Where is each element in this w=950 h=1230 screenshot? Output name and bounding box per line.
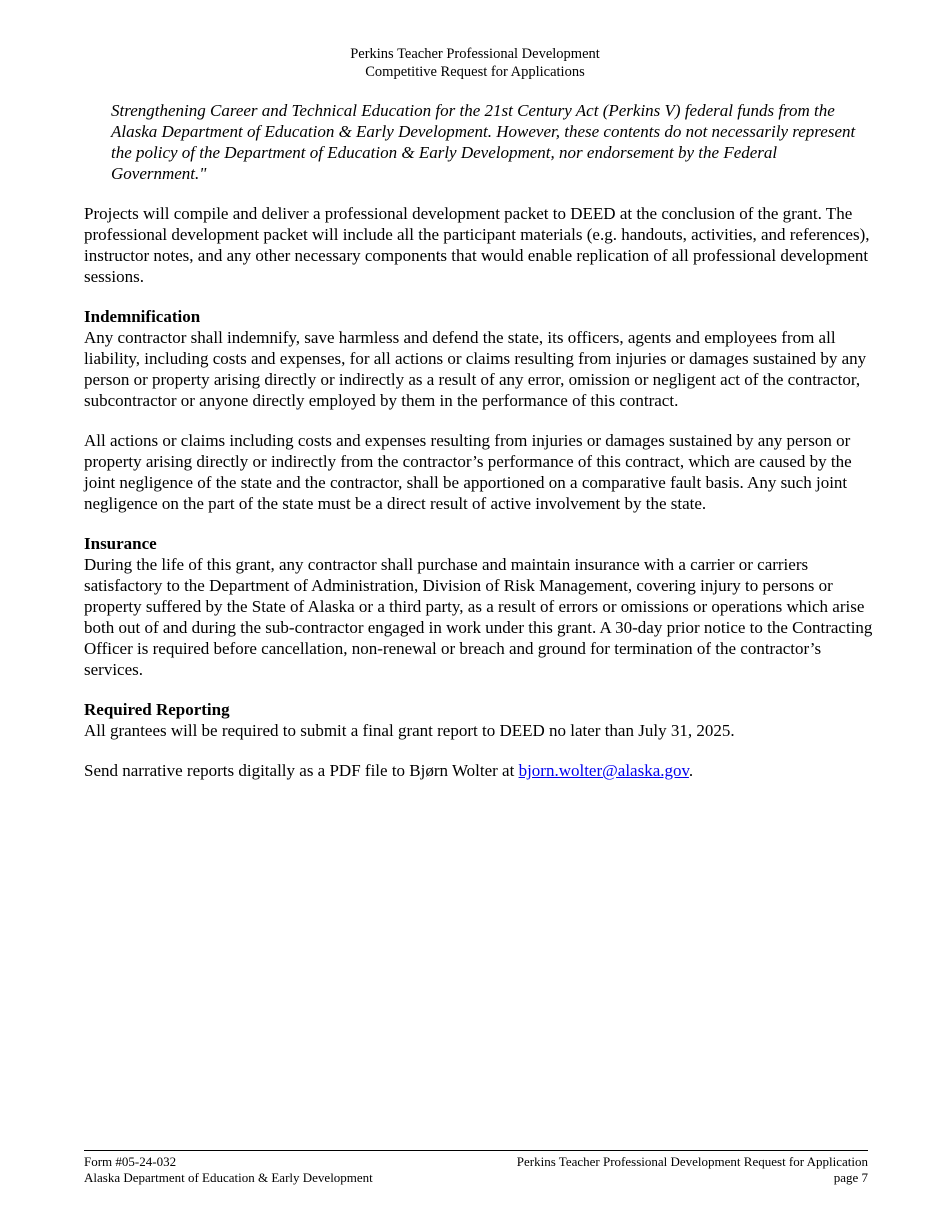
reporting-heading: Required Reporting	[84, 700, 230, 719]
send-reports-suffix: .	[688, 761, 694, 780]
page-footer	[84, 1150, 868, 1186]
footer-department: Alaska Department of Education & Early Development	[84, 1170, 373, 1185]
header-title: Perkins Teacher Professional Development	[350, 46, 600, 62]
insurance-paragraph: During the life of this grant, any contractor shall purchase and maintain insurance with a carrier or carriers satisfactory to the Department of Administration, Division of Risk Management, covering injury to persons or property suffered by the State of Alaska or a third party, as a result of errors or omissions or operations which arise both out of and during the sub-contractor engaged in work under this grant. A 30-day prior notice to the Contracting Officer is required before cancellation, non-renewal or breach and ground for termination of the contractor’s services.	[84, 555, 873, 679]
indemnification-paragraph-2: All actions or claims including costs and expenses resulting from injuries or damages sustained by any person or property arising directly or indirectly from the contractor’s performance of this contract, which are caused by the joint negligence of the state and the contractor, shall be apportioned on a comparative fault basis. Any such joint negligence on the part of the state must be a direct result of active involvement by the state.	[84, 431, 852, 513]
insurance-section	[84, 533, 874, 680]
indemnification-section	[84, 306, 874, 514]
acknowledgement-quote: Strengthening Career and Technical Education for the 21st Century Act (Perkins V) federal funds from the Alaska Department of Education & Early Development. However, these contents do not necessarily represent the policy of the Department of Education & Early Development, nor endorsement by the Federal Government."	[111, 101, 856, 183]
page-header	[0, 45, 950, 81]
send-reports-paragraph	[84, 760, 874, 781]
footer-right	[517, 1154, 868, 1186]
footer-page-number: page 7	[833, 1170, 868, 1185]
indemnification-heading: Indemnification	[84, 307, 201, 326]
document-body	[84, 100, 874, 800]
footer-doc-title: Perkins Teacher Professional Development Request for Application	[516, 1154, 868, 1169]
insurance-heading: Insurance	[84, 534, 157, 553]
header-subtitle: Competitive Request for Applications	[365, 64, 585, 80]
indemnification-paragraph-1: Any contractor shall indemnify, save harmless and defend the state, its officers, agents and employees from all liability, including costs and expenses, for all actions or claims resulting from injuries or damages sustained by any person or property arising directly or indirectly as a result of any error, omission or negligent act of the contractor, subcontractor or anyone directly employed by them in the performance of this contract.	[84, 328, 867, 410]
footer-left	[84, 1154, 373, 1186]
footer-form-number: Form #05-24-032	[84, 1154, 177, 1169]
email-link[interactable]: bjorn.wolter@alaska.gov	[518, 761, 689, 780]
reporting-paragraph: All grantees will be required to submit a final grant report to DEED no later than July 31, 2025.	[84, 721, 735, 740]
send-reports-prefix: Send narrative reports digitally as a PDF file to Bjørn Wolter at	[84, 761, 519, 780]
reporting-section	[84, 699, 874, 781]
packet-paragraph: Projects will compile and deliver a professional development packet to DEED at the conclusion of the grant. The professional development packet will include all the participant materials (e.g. handouts, activities, and references), instructor notes, and any other necessary components that would enable replication of all professional development sessions.	[84, 204, 870, 286]
